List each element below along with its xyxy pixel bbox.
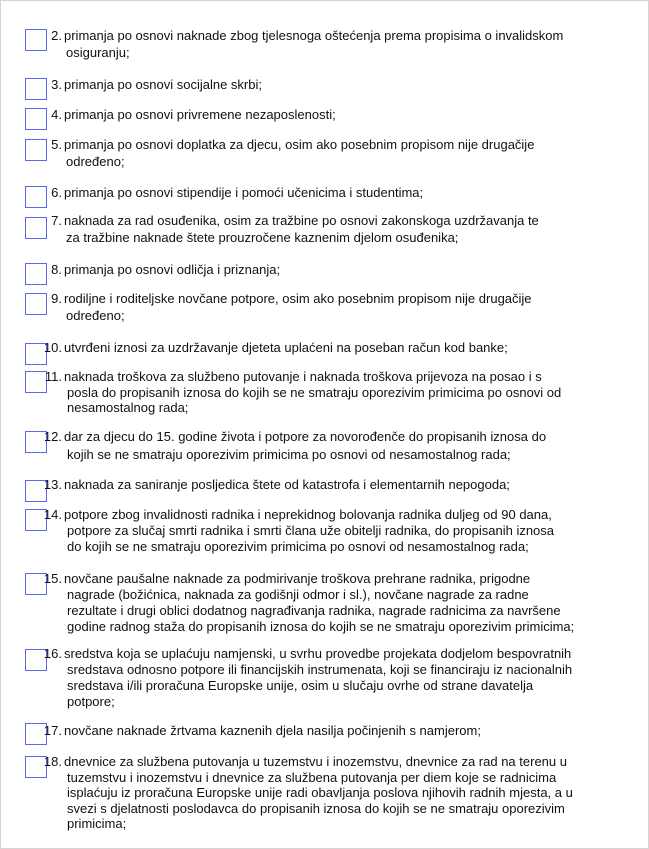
item-text-line: potpore za slučaj smrti radnika i smrti člana uže obitelji radnika, do propisanih iznosa xyxy=(67,523,555,538)
item-number: 4. xyxy=(51,107,62,122)
item-text-line: primanja po osnovi stipendije i pomoći učenicima i studentima; xyxy=(64,185,424,200)
item-text-line: dnevnice za službena putovanja u tuzemstvu i inozemstvu, dnevnice za rad na terenu u xyxy=(64,754,567,769)
item-number: 6. xyxy=(51,185,62,200)
item-text-line: primanja po osnovi socijalne skrbi; xyxy=(64,77,262,92)
item-text-line: tuzemstvu i inozemstvu i dnevnice za službena putovanja per diem koje se radnicima xyxy=(67,769,557,785)
item-text-line: naknada troškova za službeno putovanje i naknada troškova prijevoza na posao i s xyxy=(64,369,542,384)
item-number: 15. xyxy=(43,571,62,586)
item-number: 18. xyxy=(43,754,62,769)
item-text-line: godine radnog staža do propisanih iznosa do kojih se ne smatraju oporezivim primicima; xyxy=(67,619,575,634)
item-text-line: potpore zbog invalidnosti radnika i neprekidnog bolovanja radnika duljeg od 90 dana, xyxy=(64,507,552,522)
item-number: 9. xyxy=(51,291,62,306)
item-text-line: primicima; xyxy=(67,816,127,831)
item-text-line: sredstava odnosno potpore ili financijskih instrumenata, koji se financiraju iz nacionalnih xyxy=(67,662,573,677)
item-text-line: primanja po osnovi privremene nezaposlenosti; xyxy=(64,107,336,122)
item-number: 13. xyxy=(43,477,62,492)
item-text-line: rodiljne i roditeljske novčane potpore, osim ako posebnim propisom nije drugačije xyxy=(64,291,532,306)
item-text-line: do kojih se ne smatraju oporezivim primicima po osnovi od nesamostalnog rada; xyxy=(67,539,529,554)
item-number: 3. xyxy=(51,77,62,92)
item-number: 16. xyxy=(43,646,62,661)
item-text-line: svezi s djelatnosti poslodavca do propisanih iznosa do kojih se ne smatraju oporezivim xyxy=(67,800,565,816)
item-number: 11. xyxy=(44,369,62,384)
item-number: 14. xyxy=(43,507,62,522)
item-text-line: potpore; xyxy=(67,694,115,709)
item-text-line: određeno; xyxy=(66,154,125,169)
item-text-line: primanja po osnovi odličja i priznanja; xyxy=(64,262,281,277)
item-text-line: osiguranju; xyxy=(66,45,130,60)
item-text-line: dar za djecu do 15. godine života i potpore za novorođenče do propisanih iznosa do xyxy=(64,429,547,444)
item-number: 12. xyxy=(43,429,62,444)
item-text-line: naknada za rad osuđenika, osim za tražbine po osnovi zakonskoga uzdržavanja te xyxy=(64,213,539,228)
item-number: 5. xyxy=(51,137,62,152)
item-text-line: primanja po osnovi naknade zbog tjelesnoga oštećenja prema propisima o invalidskom xyxy=(64,28,564,43)
item-number: 17. xyxy=(43,723,62,738)
item-text-line: nesamostalnog rada; xyxy=(67,400,189,415)
item-text-line: rezultate i drugi oblici dodatnog nagrađivanja radnika, nagrade radnicima za navršene xyxy=(67,603,561,618)
item-text-line: posla do propisanih iznosa do kojih se ne smatraju oporezivim primicima po osnovi od xyxy=(67,384,562,400)
item-text-line: isplaćuju iz proračuna Europske unije radi obavljanja poslova njihovih radnih mjesta, a u xyxy=(67,785,573,800)
item-text-line: određeno; xyxy=(66,308,125,323)
item-text-line: primanja po osnovi doplatka za djecu, osim ako posebnim propisom nije drugačije xyxy=(64,137,535,152)
item-number: 8. xyxy=(51,262,62,277)
item-text-line: za tražbine naknade štete prouzročene kaznenim djelom osuđenika; xyxy=(66,230,459,245)
item-text-line: sredstava i/ili proračuna Europske unije, osim u slučaju ovrhe od strane davatelja xyxy=(67,678,534,693)
item-number: 2. xyxy=(51,28,62,43)
item-number: 10. xyxy=(43,340,62,355)
item-text-line: novčane paušalne naknade za podmirivanje troškova prehrane radnika, prigodne xyxy=(64,571,531,586)
item-text-line: utvrđeni iznosi za uzdržavanje djeteta uplaćeni na poseban račun kod banke; xyxy=(64,340,508,355)
item-text-line: nagrade (božićnica, naknada za godišnji odmor i sl.), novčane nagrade za radne xyxy=(67,587,529,602)
item-text-line: naknada za saniranje posljedica štete od katastrofa i elementarnih nepogoda; xyxy=(64,477,510,492)
item-text-line: kojih se ne smatraju oporezivim primicima po osnovi od nesamostalnog rada; xyxy=(67,447,511,462)
item-text-line: sredstva koja se uplaćuju namjenski, u svrhu provedbe projekata dodjelom bespovratnih xyxy=(64,646,572,661)
item-number: 7. xyxy=(51,213,62,228)
item-text-line: novčane naknade žrtvama kaznenih djela nasilja počinjenih s namjerom; xyxy=(64,723,481,738)
